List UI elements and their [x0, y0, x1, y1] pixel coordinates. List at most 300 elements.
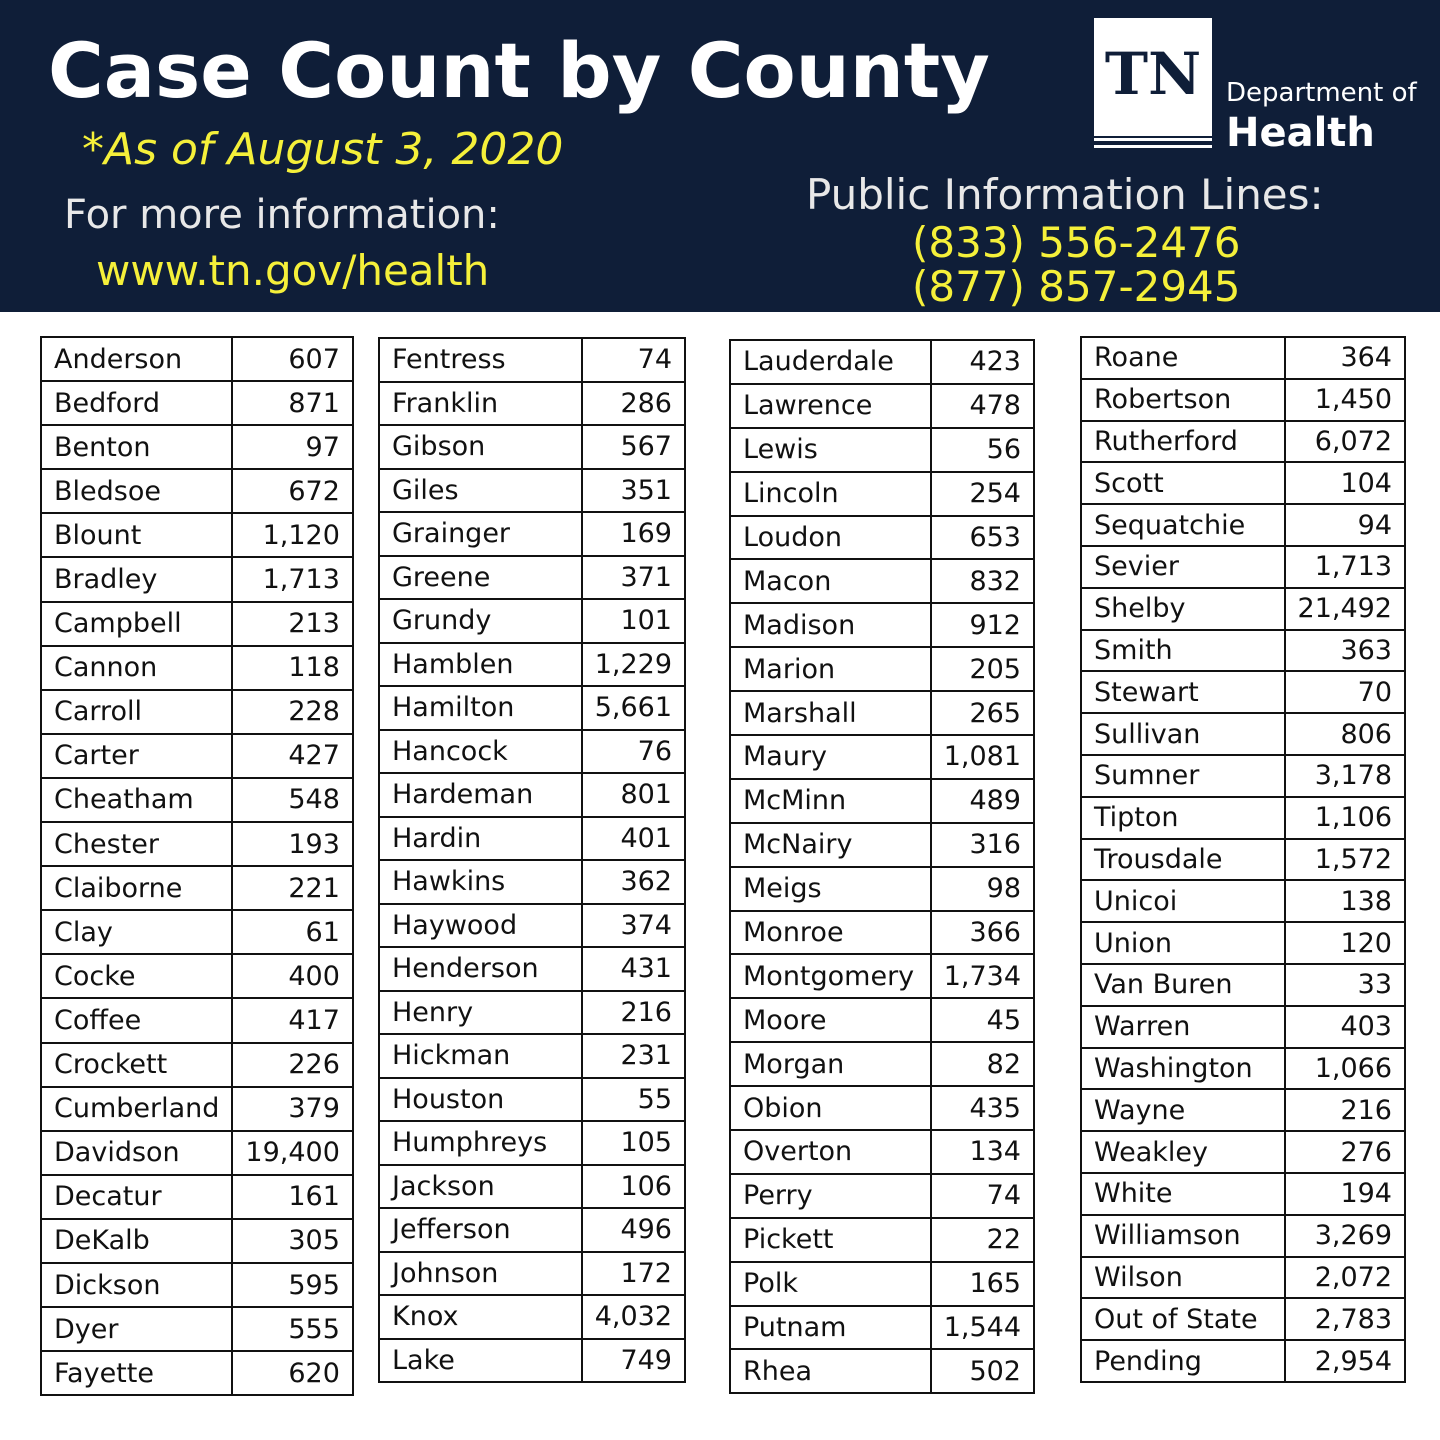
county-name: Cannon: [41, 646, 232, 690]
case-count: 213: [232, 602, 352, 646]
table-row: [1081, 546, 1405, 588]
phone-number[interactable]: (877) 857-2945: [912, 262, 1241, 311]
table-row: [730, 1130, 1034, 1174]
table-row: [730, 1349, 1034, 1393]
table-row: [41, 469, 353, 513]
county-name: Monroe: [730, 911, 931, 955]
table-row: [730, 823, 1034, 867]
case-count: 374: [582, 904, 685, 948]
case-count: 5,661: [582, 686, 685, 730]
county-name: Wayne: [1081, 1089, 1285, 1131]
table-row: [730, 1174, 1034, 1218]
case-count: 205: [931, 647, 1034, 691]
tn-logo-text: TN: [1104, 40, 1202, 108]
table-row: [1081, 839, 1405, 881]
case-count: 216: [1285, 1089, 1405, 1131]
case-count: 104: [1285, 462, 1405, 504]
county-name: Hawkins: [379, 860, 582, 904]
table-row: [1081, 713, 1405, 755]
county-name: Trousdale: [1081, 839, 1285, 881]
table-row: [41, 425, 353, 469]
county-name: Jackson: [379, 1165, 582, 1209]
case-count: 45: [931, 998, 1034, 1042]
table-row: [41, 954, 353, 998]
county-name: Cocke: [41, 954, 232, 998]
county-name: Macon: [730, 559, 931, 603]
county-name: Greene: [379, 556, 582, 600]
case-count: 548: [232, 778, 352, 822]
table-row: [379, 382, 685, 426]
case-count: 912: [931, 603, 1034, 647]
more-info-label: For more information:: [64, 192, 500, 238]
department-label: Department of: [1226, 78, 1417, 108]
county-name: Campbell: [41, 602, 232, 646]
case-count: 55: [582, 1078, 685, 1122]
header-banner: [0, 0, 1440, 312]
case-count: 502: [931, 1349, 1034, 1393]
county-name: Fentress: [379, 338, 582, 382]
case-count: 265: [931, 691, 1034, 735]
table-row: [1081, 1048, 1405, 1090]
case-count: 371: [582, 556, 685, 600]
county-name: Anderson: [41, 337, 232, 381]
county-name: Pending: [1081, 1340, 1285, 1382]
case-count: 221: [232, 866, 352, 910]
case-count: 478: [931, 384, 1034, 428]
county-name: Haywood: [379, 904, 582, 948]
county-name: Hamblen: [379, 643, 582, 687]
table-row: [379, 730, 685, 774]
case-count: 1,066: [1285, 1048, 1405, 1090]
table-row: [1081, 1006, 1405, 1048]
table-row: [41, 1087, 353, 1131]
table-row: [1081, 880, 1405, 922]
table-row: [730, 603, 1034, 647]
county-table: [729, 339, 1035, 1394]
county-name: Dickson: [41, 1263, 232, 1307]
county-name: Robertson: [1081, 379, 1285, 421]
county-name: Humphreys: [379, 1121, 582, 1165]
county-name: Pickett: [730, 1218, 931, 1262]
table-row: [41, 778, 353, 822]
case-count: 379: [232, 1087, 352, 1131]
case-count: 801: [582, 773, 685, 817]
table-row: [730, 867, 1034, 911]
case-count: 1,450: [1285, 379, 1405, 421]
county-name: Roane: [1081, 337, 1285, 379]
county-name: Houston: [379, 1078, 582, 1122]
table-row: [730, 516, 1034, 560]
table-row: [1081, 797, 1405, 839]
county-name: Smith: [1081, 630, 1285, 672]
county-name: Hickman: [379, 1034, 582, 1078]
county-name: Bedford: [41, 381, 232, 425]
county-name: Moore: [730, 998, 931, 1042]
case-count: 276: [1285, 1131, 1405, 1173]
case-count: 423: [931, 340, 1034, 384]
case-count: 138: [1285, 880, 1405, 922]
case-count: 172: [582, 1252, 685, 1296]
case-count: 1,734: [931, 954, 1034, 998]
table-row: [1081, 755, 1405, 797]
county-name: Coffee: [41, 998, 232, 1042]
case-count: 254: [931, 472, 1034, 516]
county-name: Benton: [41, 425, 232, 469]
case-count: 363: [1285, 630, 1405, 672]
case-count: 226: [232, 1043, 352, 1087]
case-count: 33: [1285, 964, 1405, 1006]
table-row: [1081, 922, 1405, 964]
case-count: 351: [582, 469, 685, 513]
county-name: Hardin: [379, 817, 582, 861]
table-row: [41, 1175, 353, 1219]
case-count: 98: [931, 867, 1034, 911]
table-row: [379, 469, 685, 513]
case-count: 228: [232, 690, 352, 734]
table-row: [379, 643, 685, 687]
table-row: [41, 602, 353, 646]
case-count: 305: [232, 1219, 352, 1263]
county-name: McMinn: [730, 779, 931, 823]
county-name: Shelby: [1081, 588, 1285, 630]
county-name: Knox: [379, 1295, 582, 1339]
table-row: [1081, 1089, 1405, 1131]
county-table: [40, 336, 354, 1396]
case-count: 431: [582, 947, 685, 991]
table-row: [1081, 588, 1405, 630]
county-name: Rutherford: [1081, 421, 1285, 463]
case-count: 70: [1285, 671, 1405, 713]
table-row: [379, 817, 685, 861]
case-count: 366: [931, 911, 1034, 955]
table-row: [1081, 630, 1405, 672]
table-row: [379, 512, 685, 556]
county-name: Weakley: [1081, 1131, 1285, 1173]
case-count: 316: [931, 823, 1034, 867]
table-row: [379, 338, 685, 382]
case-count: 61: [232, 910, 352, 954]
case-count: 74: [582, 338, 685, 382]
county-name: Williamson: [1081, 1215, 1285, 1257]
case-count: 286: [582, 382, 685, 426]
table-row: [41, 690, 353, 734]
case-count: 165: [931, 1262, 1034, 1306]
table-row: [1081, 1173, 1405, 1215]
county-name: McNairy: [730, 823, 931, 867]
case-count: 362: [582, 860, 685, 904]
county-name: Hamilton: [379, 686, 582, 730]
table-row: [379, 1339, 685, 1383]
table-row: [41, 646, 353, 690]
case-count: 169: [582, 512, 685, 556]
table-row: [41, 1219, 353, 1263]
county-name: Clay: [41, 910, 232, 954]
county-name: Claiborne: [41, 866, 232, 910]
county-name: Gibson: [379, 425, 582, 469]
table-row: [730, 1306, 1034, 1350]
table-row: [379, 556, 685, 600]
county-name: Sequatchie: [1081, 504, 1285, 546]
table-row: [730, 340, 1034, 384]
table-row: [379, 1208, 685, 1252]
table-row: [730, 1262, 1034, 1306]
county-name: Sullivan: [1081, 713, 1285, 755]
table-row: [379, 1295, 685, 1339]
county-name: Lake: [379, 1339, 582, 1383]
county-name: Unicoi: [1081, 880, 1285, 922]
table-row: [379, 686, 685, 730]
case-count: 595: [232, 1263, 352, 1307]
county-name: Marion: [730, 647, 931, 691]
table-row: [730, 954, 1034, 998]
case-count: 3,178: [1285, 755, 1405, 797]
table-row: [379, 425, 685, 469]
case-count: 403: [1285, 1006, 1405, 1048]
health-website-link[interactable]: www.tn.gov/health: [96, 246, 490, 295]
case-count: 1,081: [931, 735, 1034, 779]
table-row: [379, 904, 685, 948]
table-row: [379, 599, 685, 643]
table-row: [730, 735, 1034, 779]
table-row: [730, 779, 1034, 823]
table-row: [379, 1121, 685, 1165]
county-name: Perry: [730, 1174, 931, 1218]
case-count: 555: [232, 1307, 352, 1351]
county-name: Washington: [1081, 1048, 1285, 1090]
county-name: Lewis: [730, 428, 931, 472]
county-name: Morgan: [730, 1042, 931, 1086]
table-row: [379, 1078, 685, 1122]
table-row: [41, 866, 353, 910]
county-name: Lincoln: [730, 472, 931, 516]
county-table: [1080, 336, 1406, 1383]
table-row: [41, 1307, 353, 1351]
case-count: 1,713: [232, 557, 352, 601]
table-row: [730, 911, 1034, 955]
table-row: [379, 1252, 685, 1296]
county-name: Bradley: [41, 557, 232, 601]
case-count: 832: [931, 559, 1034, 603]
case-count: 400: [232, 954, 352, 998]
table-row: [41, 1043, 353, 1087]
county-name: Loudon: [730, 516, 931, 560]
table-row: [41, 557, 353, 601]
table-row: [41, 381, 353, 425]
county-name: Cheatham: [41, 778, 232, 822]
county-name: Maury: [730, 735, 931, 779]
county-name: Grainger: [379, 512, 582, 556]
table-row: [379, 773, 685, 817]
county-name: Obion: [730, 1086, 931, 1130]
county-name: Warren: [1081, 1006, 1285, 1048]
county-name: Grundy: [379, 599, 582, 643]
county-name: Henry: [379, 991, 582, 1035]
as-of-date: *As of August 3, 2020: [82, 124, 564, 175]
county-name: Crockett: [41, 1043, 232, 1087]
case-count: 489: [931, 779, 1034, 823]
county-name: Franklin: [379, 382, 582, 426]
case-count: 74: [931, 1174, 1034, 1218]
county-name: Cumberland: [41, 1087, 232, 1131]
county-name: Tipton: [1081, 797, 1285, 839]
table-row: [1081, 462, 1405, 504]
case-count: 401: [582, 817, 685, 861]
case-count: 1,106: [1285, 797, 1405, 839]
case-count: 105: [582, 1121, 685, 1165]
county-name: Giles: [379, 469, 582, 513]
table-row: [730, 691, 1034, 735]
county-name: Scott: [1081, 462, 1285, 504]
case-count: 417: [232, 998, 352, 1042]
case-count: 231: [582, 1034, 685, 1078]
case-count: 427: [232, 734, 352, 778]
county-name: Lawrence: [730, 384, 931, 428]
table-row: [1081, 1298, 1405, 1340]
case-count: 1,572: [1285, 839, 1405, 881]
county-name: Bledsoe: [41, 469, 232, 513]
table-row: [730, 998, 1034, 1042]
case-count: 161: [232, 1175, 352, 1219]
county-table: [378, 337, 686, 1383]
table-row: [1081, 1215, 1405, 1257]
case-count: 216: [582, 991, 685, 1035]
case-count: 496: [582, 1208, 685, 1252]
table-row: [730, 647, 1034, 691]
case-count: 118: [232, 646, 352, 690]
table-row: [41, 1263, 353, 1307]
case-count: 4,032: [582, 1295, 685, 1339]
county-name: Decatur: [41, 1175, 232, 1219]
case-count: 94: [1285, 504, 1405, 546]
county-name: Rhea: [730, 1349, 931, 1393]
case-count: 871: [232, 381, 352, 425]
table-row: [1081, 1257, 1405, 1299]
health-label: Health: [1226, 110, 1375, 156]
case-count: 56: [931, 428, 1034, 472]
case-count: 2,783: [1285, 1298, 1405, 1340]
case-count: 2,954: [1285, 1340, 1405, 1382]
case-count: 806: [1285, 713, 1405, 755]
case-count: 193: [232, 822, 352, 866]
county-name: Henderson: [379, 947, 582, 991]
county-name: Lauderdale: [730, 340, 931, 384]
table-row: [1081, 1131, 1405, 1173]
county-name: Stewart: [1081, 671, 1285, 713]
table-row: [379, 860, 685, 904]
case-count: 1,229: [582, 643, 685, 687]
phone-number[interactable]: (833) 556-2476: [912, 218, 1241, 267]
county-name: DeKalb: [41, 1219, 232, 1263]
tn-logo: [1094, 18, 1212, 136]
case-count: 749: [582, 1339, 685, 1383]
table-row: [730, 384, 1034, 428]
logo-divider: [1094, 138, 1212, 141]
case-count: 82: [931, 1042, 1034, 1086]
county-name: Putnam: [730, 1306, 931, 1350]
table-row: [1081, 671, 1405, 713]
case-count: 76: [582, 730, 685, 774]
county-name: Blount: [41, 513, 232, 557]
county-name: Johnson: [379, 1252, 582, 1296]
table-row: [379, 1165, 685, 1209]
table-row: [41, 822, 353, 866]
table-row: [379, 947, 685, 991]
case-count: 672: [232, 469, 352, 513]
case-count: 2,072: [1285, 1257, 1405, 1299]
county-name: Out of State: [1081, 1298, 1285, 1340]
case-count: 620: [232, 1351, 352, 1395]
case-count: 101: [582, 599, 685, 643]
table-row: [379, 991, 685, 1035]
table-row: [730, 472, 1034, 516]
county-name: Davidson: [41, 1131, 232, 1175]
county-name: Hancock: [379, 730, 582, 774]
case-count: 435: [931, 1086, 1034, 1130]
county-name: Carter: [41, 734, 232, 778]
table-row: [1081, 379, 1405, 421]
table-row: [1081, 337, 1405, 379]
table-row: [41, 513, 353, 557]
table-row: [730, 1218, 1034, 1262]
case-count: 1,713: [1285, 546, 1405, 588]
case-count: 3,269: [1285, 1215, 1405, 1257]
table-row: [1081, 964, 1405, 1006]
county-name: Meigs: [730, 867, 931, 911]
county-name: Polk: [730, 1262, 931, 1306]
case-count: 607: [232, 337, 352, 381]
county-name: Wilson: [1081, 1257, 1285, 1299]
table-row: [1081, 421, 1405, 463]
case-count: 1,120: [232, 513, 352, 557]
county-name: Hardeman: [379, 773, 582, 817]
table-row: [730, 1086, 1034, 1130]
county-name: Sevier: [1081, 546, 1285, 588]
case-count: 364: [1285, 337, 1405, 379]
public-lines-label: Public Information Lines:: [806, 170, 1324, 219]
table-row: [730, 559, 1034, 603]
table-row: [41, 1131, 353, 1175]
case-count: 6,072: [1285, 421, 1405, 463]
county-name: Marshall: [730, 691, 931, 735]
case-count: 653: [931, 516, 1034, 560]
table-row: [41, 1351, 353, 1395]
case-count: 194: [1285, 1173, 1405, 1215]
county-name: Chester: [41, 822, 232, 866]
table-row: [730, 1042, 1034, 1086]
case-count: 106: [582, 1165, 685, 1209]
case-count: 1,544: [931, 1306, 1034, 1350]
case-count: 22: [931, 1218, 1034, 1262]
table-row: [1081, 504, 1405, 546]
county-name: Van Buren: [1081, 964, 1285, 1006]
county-name: Montgomery: [730, 954, 931, 998]
case-count: 567: [582, 425, 685, 469]
case-count: 120: [1285, 922, 1405, 964]
county-name: Madison: [730, 603, 931, 647]
logo-divider: [1094, 145, 1212, 148]
county-name: Fayette: [41, 1351, 232, 1395]
table-row: [41, 998, 353, 1042]
county-name: Carroll: [41, 690, 232, 734]
county-name: Sumner: [1081, 755, 1285, 797]
county-name: Union: [1081, 922, 1285, 964]
case-count: 134: [931, 1130, 1034, 1174]
table-row: [41, 337, 353, 381]
case-count: 19,400: [232, 1131, 352, 1175]
table-row: [730, 428, 1034, 472]
county-name: White: [1081, 1173, 1285, 1215]
case-count: 97: [232, 425, 352, 469]
